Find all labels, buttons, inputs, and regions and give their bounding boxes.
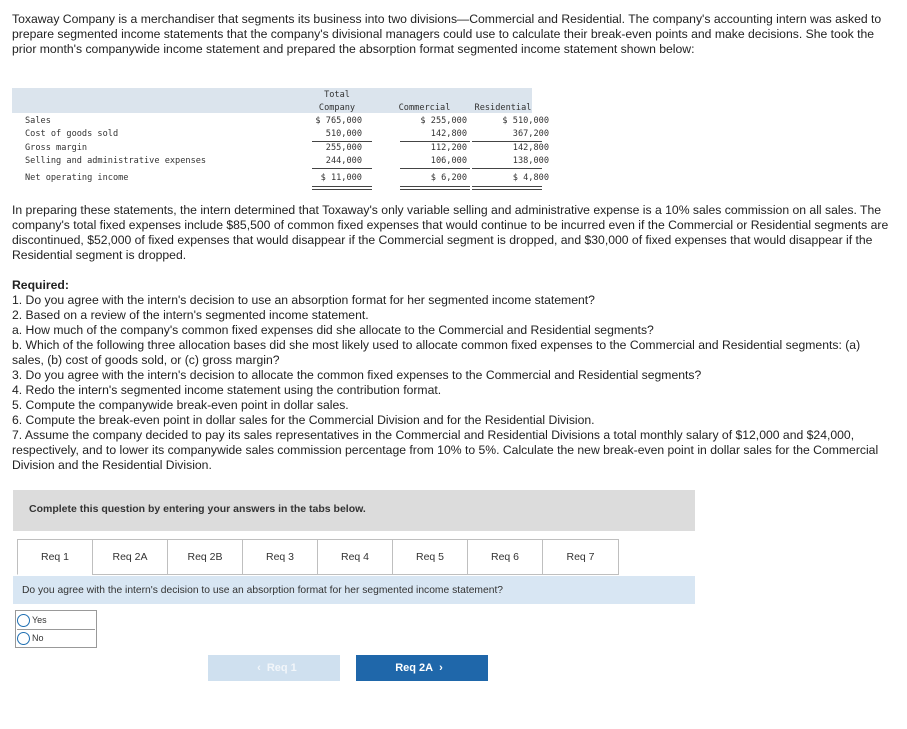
cell-sa-total: 244,000 bbox=[325, 156, 362, 166]
tab-req-3[interactable]: Req 3 bbox=[242, 539, 317, 575]
chevron-right-icon: › bbox=[439, 662, 443, 674]
required-section bbox=[12, 278, 892, 473]
tab-req-2a[interactable]: Req 2A bbox=[92, 539, 167, 575]
required-item: 2. Based on a review of the intern's segmented income statement. bbox=[12, 308, 369, 322]
tab-req-2b[interactable]: Req 2B bbox=[167, 539, 242, 575]
row-label-selling-admin: Selling and administrative expenses bbox=[25, 156, 207, 166]
cell-sa-commercial: 106,000 bbox=[430, 156, 467, 166]
cell-noi-total: $ 11,000 bbox=[320, 173, 362, 183]
question-bar bbox=[13, 576, 695, 604]
cell-noi-residential: $ 4,800 bbox=[512, 173, 549, 183]
rule-sa-total bbox=[312, 168, 372, 169]
question-text: Do you agree with the intern's decision to use an absorption format for her segmented income statement? bbox=[22, 585, 504, 596]
tab-req-4[interactable]: Req 4 bbox=[317, 539, 392, 575]
double-rule-residential bbox=[472, 186, 542, 190]
row-label-cogs: Cost of goods sold bbox=[25, 129, 119, 139]
cell-cogs-commercial: 142,800 bbox=[430, 129, 467, 139]
required-item: 6. Compute the break-even point in dollar sales for the Commercial Division and for the Residential Division. bbox=[12, 413, 595, 427]
rule-sa-commercial bbox=[400, 168, 470, 169]
option-yes-label: Yes bbox=[32, 615, 47, 625]
double-rule-total bbox=[312, 186, 372, 190]
required-item: 4. Redo the intern's segmented income statement using the contribution format. bbox=[12, 383, 442, 397]
required-item: b. Which of the following three allocation bases did she most likely used to allocate common fixed expenses to the Commercial and Residential segments: (a) sales, (b) cost of goods sold, or (c) gross margin? bbox=[12, 338, 861, 367]
double-rule-commercial bbox=[400, 186, 470, 190]
instruction-banner bbox=[13, 490, 695, 531]
header-total-line1: Total bbox=[324, 90, 350, 100]
cell-sales-total: $ 765,000 bbox=[315, 116, 362, 126]
details-paragraph: In preparing these statements, the intern determined that Toxaway's only variable selling and administrative expense is a 10% sales commission on all sales. The company's total fixed expenses include $85,500 of common fixed expenses that would continue to be incurred even if the Commercial or Residential segments are discontinued, $52,000 of fixed expenses that would disappear if the Commercial segment is dropped, and $30,000 of fixed expenses that would disappear if the Residential segment is dropped. bbox=[12, 203, 889, 262]
prev-button[interactable] bbox=[208, 655, 340, 681]
option-no-label: No bbox=[32, 633, 44, 643]
header-total-line2: Company bbox=[318, 103, 356, 113]
row-label-gross-margin: Gross margin bbox=[25, 143, 88, 153]
tab-req-1[interactable]: Req 1 bbox=[17, 539, 92, 575]
required-item: 5. Compute the companywide break-even point in dollar sales. bbox=[12, 398, 349, 412]
required-heading: Required: bbox=[12, 278, 69, 292]
requirement-tabs bbox=[17, 539, 619, 575]
cell-gm-total: 255,000 bbox=[325, 143, 362, 153]
instruction-text: Complete this question by entering your answers in the tabs below. bbox=[29, 503, 366, 515]
required-item: 3. Do you agree with the intern's decision to allocate the common fixed expenses to the Commercial and Residential segments? bbox=[12, 368, 702, 382]
row-label-net-operating-income: Net operating income bbox=[25, 173, 129, 183]
cell-gm-commercial: 112,200 bbox=[430, 143, 467, 153]
cell-sales-commercial: $ 255,000 bbox=[420, 116, 467, 126]
segmented-income-statement bbox=[12, 88, 549, 188]
rule-cogs-commercial bbox=[400, 141, 470, 142]
tab-req-7[interactable]: Req 7 bbox=[542, 539, 619, 575]
next-button-label: Req 2A bbox=[395, 662, 434, 674]
rule-cogs-total bbox=[312, 141, 372, 142]
intro-paragraph: Toxaway Company is a merchandiser that segments its business into two divisions—Commercial and Residential. The company's accounting intern was asked to prepare segmented income statements that the company's divisional managers could use to calculate their break-even points and make decisions. She took the prior month's companywide income statement and prepared the absorption format segmented income statement shown below: bbox=[12, 12, 882, 56]
header-commercial: Commercial bbox=[398, 103, 451, 113]
required-item: 1. Do you agree with the intern's decision to use an absorption format for her segmented income statement? bbox=[12, 293, 595, 307]
option-no[interactable] bbox=[17, 629, 95, 646]
cell-cogs-residential: 367,200 bbox=[512, 129, 549, 139]
cell-sales-residential: $ 510,000 bbox=[502, 116, 549, 126]
tab-req-5[interactable]: Req 5 bbox=[392, 539, 467, 575]
tab-req-6[interactable]: Req 6 bbox=[467, 539, 542, 575]
radio-yes[interactable] bbox=[17, 614, 30, 627]
radio-no[interactable] bbox=[17, 632, 30, 645]
required-item: 7. Assume the company decided to pay its sales representatives in the Commercial and Residential Divisions a total monthly salary of $12,000 and $24,000, respectively, and to lower its companywide sales commission percentage from 10% to 5%. Calculate the new break-even point in dollar sales for the Commercial Division and the Residential Division. bbox=[12, 428, 879, 472]
row-label-sales: Sales bbox=[25, 116, 51, 126]
header-residential: Residential bbox=[474, 103, 532, 113]
next-button[interactable] bbox=[356, 655, 488, 681]
cell-noi-commercial: $ 6,200 bbox=[430, 173, 467, 183]
cell-gm-residential: 142,800 bbox=[512, 143, 549, 153]
rule-cogs-residential bbox=[472, 141, 542, 142]
required-item: a. How much of the company's common fixed expenses did she allocate to the Commercial and Residential segments? bbox=[12, 323, 654, 337]
cell-sa-residential: 138,000 bbox=[512, 156, 549, 166]
prev-button-label: Req 1 bbox=[266, 662, 297, 674]
cell-cogs-total: 510,000 bbox=[325, 129, 362, 139]
answer-options bbox=[15, 610, 97, 648]
option-yes[interactable] bbox=[17, 612, 47, 628]
chevron-left-icon: ‹ bbox=[257, 662, 261, 674]
rule-sa-residential bbox=[472, 168, 542, 169]
